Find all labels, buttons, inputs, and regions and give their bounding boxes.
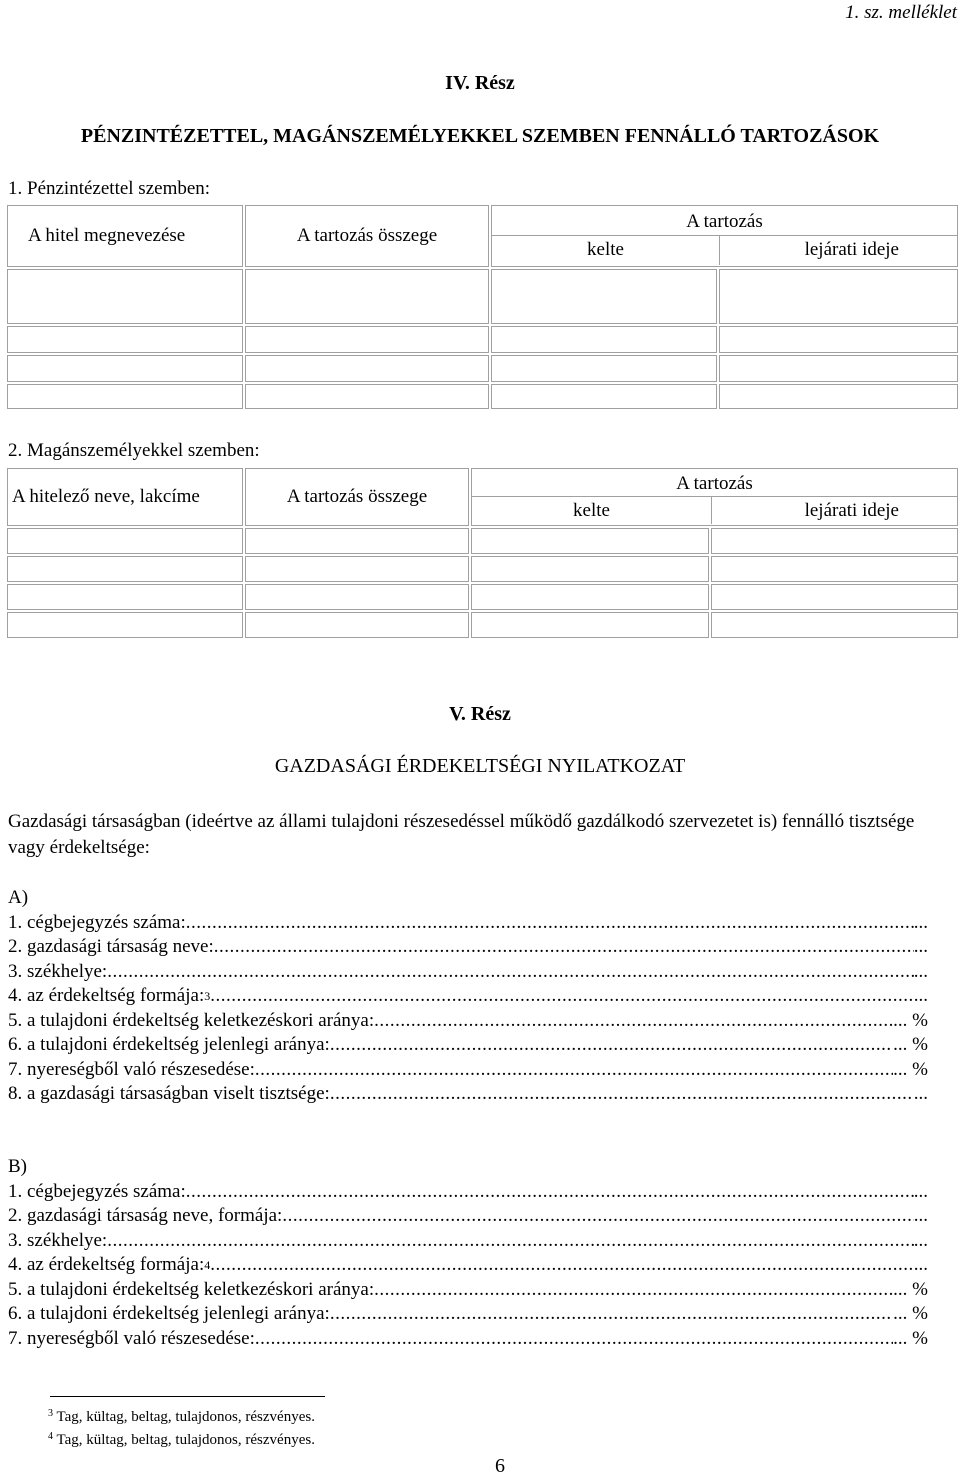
list-item-label: 3. székhelye: <box>8 1229 108 1251</box>
dotted-fill-field[interactable] <box>214 935 914 960</box>
table-cell[interactable] <box>7 584 243 610</box>
table-cell[interactable] <box>245 326 489 353</box>
table-cell[interactable] <box>245 269 489 324</box>
dotted-fill-field[interactable] <box>374 1278 893 1303</box>
list-item[interactable] <box>8 1229 928 1254</box>
list-item-end: ... % <box>893 1058 928 1080</box>
col-header-amount: A tartozás összege <box>245 205 489 267</box>
table-cell[interactable] <box>491 355 717 382</box>
table-cell[interactable] <box>245 612 469 638</box>
table-cell[interactable] <box>7 326 243 353</box>
list-item[interactable] <box>8 1253 928 1278</box>
list-item-end: ... <box>913 1229 928 1251</box>
list-item-end: ... <box>913 936 928 957</box>
list-item-end: ... <box>913 1205 928 1226</box>
table-cell[interactable] <box>719 269 958 324</box>
table-row <box>7 612 958 638</box>
dotted-fill-field[interactable] <box>374 1009 893 1034</box>
list-item[interactable] <box>8 911 928 936</box>
list-item-label: 1. cégbejegyzés száma: <box>8 911 186 933</box>
table-cell[interactable] <box>471 556 709 582</box>
page-number: 6 <box>495 1455 505 1476</box>
table-row <box>7 584 958 610</box>
dotted-fill-field[interactable] <box>255 1058 893 1083</box>
col-header-amount: A tartozás összege <box>245 468 469 526</box>
list-item-label: 3. székhelye: <box>8 960 108 982</box>
table-row <box>7 384 958 409</box>
footnote-separator <box>50 1396 325 1397</box>
footnote-text: Tag, kültag, beltag, tulajdonos, részvényes. <box>56 1432 315 1448</box>
table-row <box>7 355 958 382</box>
footnote-text: Tag, kültag, beltag, tulajdonos, részvényes. <box>56 1409 315 1425</box>
list-item[interactable] <box>8 1009 928 1034</box>
table-cell[interactable] <box>719 326 958 353</box>
list-item-label: 1. cégbejegyzés száma: <box>8 1180 186 1202</box>
list-item[interactable] <box>8 1033 928 1058</box>
list-item[interactable] <box>8 1204 928 1229</box>
table-cell[interactable] <box>719 384 958 409</box>
table-cell[interactable] <box>711 612 958 638</box>
list-item-end: ... % <box>893 1278 928 1300</box>
table-cell[interactable] <box>245 384 489 409</box>
section-a-list <box>8 886 928 1107</box>
subsection-1-label: 1. Pénzintézettel szemben: <box>8 178 211 199</box>
col-header-loan-name: A hitel megnevezése <box>7 205 243 267</box>
list-item-label: 8. a gazdasági társaságban viselt tisztsége: <box>8 1083 330 1104</box>
dotted-fill-field[interactable] <box>107 960 914 985</box>
table-cell[interactable] <box>711 556 958 582</box>
col-header-due-date: lejárati ideje <box>804 500 899 521</box>
list-item-label: 6. a tulajdoni érdekeltség jelenlegi aránya: <box>8 1303 330 1324</box>
section-a-label: A) <box>8 887 29 908</box>
list-item-end: ... <box>913 960 928 982</box>
debt-group-title: A tartozás <box>686 211 763 232</box>
footnote-number: 4 <box>48 1431 53 1442</box>
table-header-row <box>7 468 958 526</box>
table-header-row <box>7 205 958 267</box>
list-item-end: ... <box>913 1180 928 1202</box>
table-cell[interactable] <box>7 384 243 409</box>
list-item[interactable] <box>8 984 928 1009</box>
dotted-fill-field[interactable] <box>255 1327 893 1352</box>
list-item[interactable] <box>8 960 928 985</box>
list-item[interactable] <box>8 1180 928 1205</box>
debt-group-title: A tartozás <box>676 473 753 494</box>
dotted-fill-field[interactable] <box>330 1082 914 1107</box>
dotted-fill-field[interactable] <box>330 1302 893 1327</box>
table-cell[interactable] <box>719 355 958 382</box>
footnote-ref: 4 <box>204 1258 211 1272</box>
part5-title: GAZDASÁGI ÉRDEKELTSÉGI NYILATKOZAT <box>274 755 686 777</box>
list-item-end: ... % <box>893 1327 928 1349</box>
table-cell[interactable] <box>491 269 717 324</box>
list-item[interactable] <box>8 935 928 960</box>
annex-label: 1. sz. melléklet <box>845 2 957 23</box>
private-debts-table <box>5 466 960 640</box>
list-item[interactable] <box>8 1327 928 1352</box>
dotted-fill-field[interactable] <box>186 1180 914 1205</box>
list-item-label: 7. nyereségből való részesedése: <box>8 1327 255 1349</box>
part4-label: IV. Rész <box>445 72 515 94</box>
list-item[interactable] <box>8 1058 928 1083</box>
footnote-ref: 3 <box>204 989 211 1003</box>
table-cell[interactable] <box>7 556 243 582</box>
col-header-debt-group <box>471 468 958 526</box>
list-item-label: 7. nyereségből való részesedése: <box>8 1058 255 1080</box>
table-row <box>7 556 958 582</box>
table-cell[interactable] <box>471 528 709 554</box>
table-cell[interactable] <box>711 584 958 610</box>
section-b-list <box>8 1155 928 1351</box>
col-header-due-date: lejárati ideje <box>804 239 899 260</box>
list-item-end: ... <box>913 1083 928 1104</box>
list-item-end: ... % <box>893 1009 928 1031</box>
part4-title: PÉNZINTÉZETTEL, MAGÁNSZEMÉLYEKKEL SZEMBEN FENNÁLLÓ TARTOZÁSOK <box>80 125 880 147</box>
section-b-label: B) <box>8 1156 27 1177</box>
list-item-end: ... % <box>893 1303 928 1324</box>
table-row <box>7 326 958 353</box>
list-item-label: 4. az érdekeltség formája: <box>8 1254 205 1275</box>
list-item-label: 2. gazdasági társaság neve: <box>8 936 214 957</box>
table-cell[interactable] <box>7 355 243 382</box>
part5-label: V. Rész <box>449 703 511 725</box>
dotted-fill-field[interactable] <box>210 984 914 1009</box>
list-item-end: ... <box>913 1254 928 1275</box>
table-cell[interactable] <box>491 326 717 353</box>
list-item-end: ... <box>913 911 928 933</box>
table-cell[interactable] <box>711 528 958 554</box>
list-item-label: 5. a tulajdoni érdekeltség keletkezéskori aránya: <box>8 1009 375 1031</box>
dotted-fill-field[interactable] <box>210 1253 914 1278</box>
col-header-date: kelte <box>472 497 712 524</box>
table-cell[interactable] <box>245 584 469 610</box>
table-cell[interactable] <box>7 612 243 638</box>
part5-intro: Gazdasági társaságban (ideértve az állami tulajdoni részesedéssel működő gazdálkodó szervezetet is) fennálló tisztsége vagy érdekeltsége: <box>8 811 915 858</box>
dotted-fill-field[interactable] <box>330 1033 893 1058</box>
table-row <box>7 528 958 554</box>
list-item-label: 5. a tulajdoni érdekeltség keletkezéskori aránya: <box>8 1278 375 1300</box>
footnote-4 <box>48 1431 315 1449</box>
col-header-date: kelte <box>492 236 720 265</box>
col-header-debt-group <box>491 205 958 267</box>
footnote-3 <box>48 1408 315 1426</box>
table-cell[interactable] <box>245 355 489 382</box>
list-item-label: 4. az érdekeltség formája: <box>8 985 205 1006</box>
list-item[interactable] <box>8 1302 928 1327</box>
table-cell[interactable] <box>471 584 709 610</box>
table-cell[interactable] <box>245 528 469 554</box>
list-item[interactable] <box>8 1082 928 1107</box>
dotted-fill-field[interactable] <box>107 1229 914 1254</box>
list-item-label: 2. gazdasági társaság neve, formája: <box>8 1205 283 1226</box>
bank-debts-table <box>5 203 960 411</box>
subsection-2-label: 2. Magánszemélyekkel szemben: <box>8 440 260 461</box>
list-item[interactable] <box>8 1278 928 1303</box>
footnote-number: 3 <box>48 1408 53 1419</box>
table-cell[interactable] <box>7 528 243 554</box>
list-item-label: 6. a tulajdoni érdekeltség jelenlegi aránya: <box>8 1034 330 1055</box>
list-item-end: ... % <box>893 1034 928 1055</box>
table-row <box>7 269 958 324</box>
col-header-creditor: A hitelező neve, lakcíme <box>7 468 243 526</box>
table-cell[interactable] <box>471 612 709 638</box>
table-cell[interactable] <box>245 556 469 582</box>
table-cell[interactable] <box>7 269 243 324</box>
dotted-fill-field[interactable] <box>282 1204 913 1229</box>
table-cell[interactable] <box>491 384 717 409</box>
list-item-end: ... <box>913 985 928 1006</box>
dotted-fill-field[interactable] <box>186 911 914 936</box>
